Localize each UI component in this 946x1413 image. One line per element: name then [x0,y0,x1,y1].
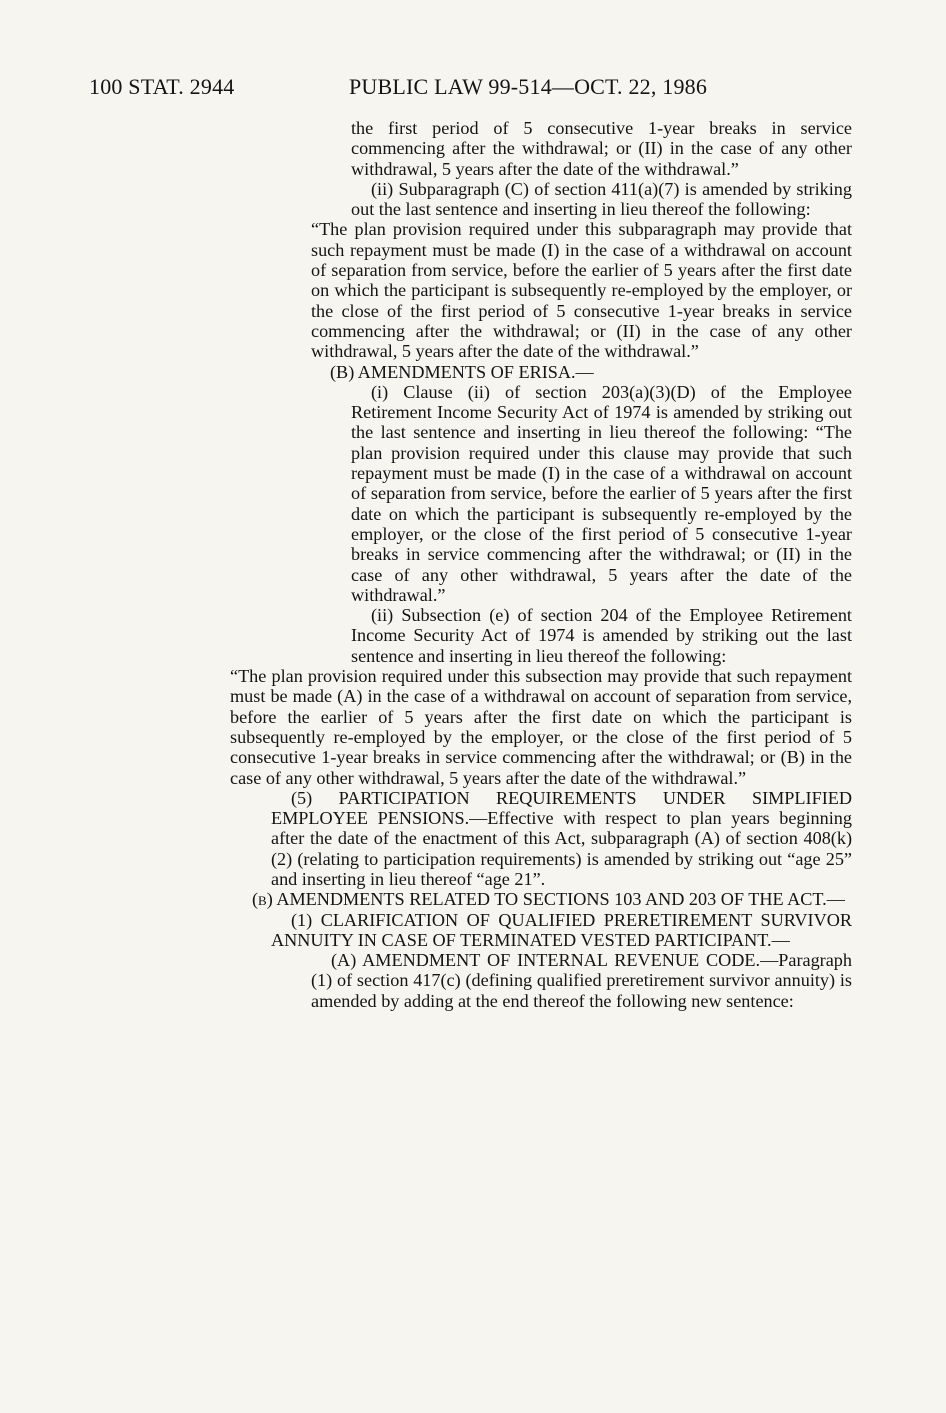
quoted-provision-411: “The plan provision required under this subparagraph may provide that such repayment must be made (I) in the case of a withdrawal on account of separation from service, before the earlier of 5 years after the first date on which the participant is subsequently re-employed by the employer, or the close of the first period of 5 consecutive 1-year breaks in service commencing after the withdrawal; or (II) in the case of any other withdrawal, 5 years after the date of the withdrawal.” [311,219,852,362]
heading-subsection-b: (b) AMENDMENTS RELATED TO SECTIONS 103 AND 203 OF THE ACT.— [252,889,845,910]
document-body [230,118,852,1011]
page-stat-number: 100 STAT. 2944 [89,74,235,99]
quoted-provision-204: “The plan provision required under this subsection may provide that such repayment must be made (A) in the case of a withdrawal on account of separation from service, before the earlier of 5 years after the first date on which the participant is subsequently re-employed by the employer, or the close of the first period of 5 consecutive 1-year breaks in service commencing after the withdrawal; or (B) in the case of any other withdrawal, 5 years after the date of the withdrawal.” [230,666,852,788]
page-running-head: PUBLIC LAW 99-514—OCT. 22, 1986 [349,74,708,99]
paragraph-5-sep-participation: (5) PARTICIPATION REQUIREMENTS UNDER SIMPLIFIED EMPLOYEE PENSIONS.—Effective with respect to plan years beginning after the date of the enactment of this Act, subparagraph (A) of section 408(k)(2) (relating to participation requirements) is amended by striking out “age 25” and inserting in lieu thereof “age 21”. [271,787,852,889]
paragraph-clause-ii-411: (ii) Subparagraph (C) of section 411(a)(7) is amended by striking out the last sentence and inserting in lieu thereof the following: [351,178,852,220]
heading-amendments-erisa: (B) AMENDMENTS OF ERISA.— [330,361,594,382]
heading-paragraph-1-clarification: (1) CLARIFICATION OF QUALIFIED PRERETIREMENT SURVIVOR ANNUITY IN CASE OF TERMINATED VESTED PARTICIPANT.— [271,909,852,950]
paragraph-continuation: the first period of 5 consecutive 1-year breaks in service commencing after the withdrawal; or (II) in the case of any other withdrawal, 5 years after the date of the withdrawal.” [351,118,852,179]
paragraph-clause-i-203: (i) Clause (ii) of section 203(a)(3)(D) of the Employee Retirement Income Security Act of 1974 is amended by striking out the last sentence and inserting in lieu thereof the following: “The plan provision required under this clause may provide that such repayment must be made (I) in the case of a withdrawal on account of separation from service, before the earlier of 5 years after the first date on which the participant is subsequently re-employed by the employer, or the close of the first period of 5 consecutive 1-year breaks in service commencing after the withdrawal; or (II) in the case of any other withdrawal, 5 years after the date of the withdrawal.” [351,381,852,605]
paragraph-clause-ii-204: (ii) Subsection (e) of section 204 of the Employee Retirement Income Security Act of 1974 is amended by striking out the last sentence and inserting in lieu thereof the following: [351,605,852,666]
paragraph-A-internal-revenue-code: (A) AMENDMENT OF INTERNAL REVENUE CODE.—Paragraph (1) of section 417(c) (defining qualified preretirement survivor annuity) is amended by adding at the end thereof the following new sentence: [311,950,852,1011]
